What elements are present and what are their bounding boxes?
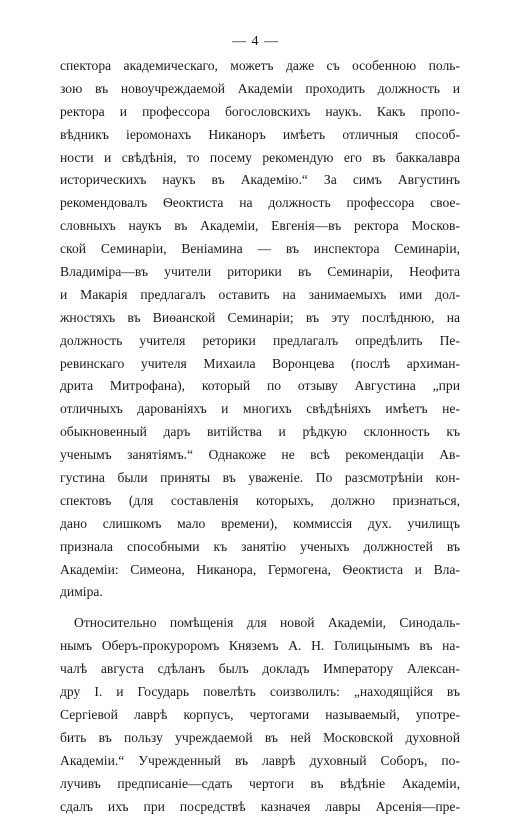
text-line: бить въ пользу учреждаемой въ ней Московской духовной <box>60 727 460 750</box>
text-line: Сергіевой лаврѣ корпусъ, чертогами называемый, употре- <box>60 704 460 727</box>
text-line: чалѣ августа сдѣланъ былъ докладъ Императору Алексан- <box>60 658 460 681</box>
text-line: спектовъ (для составленія которыхъ, должно признаться, <box>60 490 460 513</box>
text-line: ректора и профессора богословскихъ наукъ. Какъ пропо- <box>60 101 460 124</box>
text-line: отличныхъ дарованіяхъ и многихъ свѣдѣніяхъ имѣетъ не- <box>60 398 460 421</box>
text-line: дано слишкомъ мало времени), коммиссія дух. училищъ <box>60 513 460 536</box>
text-line: историческихъ наукъ въ Академію.“ За симъ Августинъ <box>60 169 460 192</box>
text-line: рекомендовалъ Ѳеоктиста на должность профессора свое- <box>60 192 460 215</box>
text-line: дру I. и Государь повелѣть соизволилъ: „находящійся въ <box>60 681 460 704</box>
text-line: Владиміра—въ учители риторики въ Семинаріи, Неофита <box>60 261 460 284</box>
text-line: Академіи.“ Учрежденный въ лаврѣ духовный Соборъ, по- <box>60 750 460 773</box>
text-line: сдалъ ихъ при посредствѣ казначея лавры Арсенія—пре- <box>60 796 460 818</box>
text-line: ности и свѣдѣнія, то посему рекомендую его въ баккалавра <box>60 147 460 170</box>
body-text <box>60 55 460 818</box>
text-line: ской Семинаріи, Веніамина — въ инспектора Семинаріи, <box>60 238 460 261</box>
text-line: дрита Митрофана), который по отзыву Августина „при <box>60 375 460 398</box>
text-line: спектора академическаго, можетъ даже съ особенною поль- <box>60 55 460 78</box>
text-line: лучивъ предписаніе—сдать чертоги въ вѣдѣніе Академіи, <box>60 773 460 796</box>
text-line: Относительно помѣщенія для новой Академіи, Синодаль- <box>60 612 460 635</box>
text-line: густина были приняты въ уваженіе. По разсмотрѣніи кон- <box>60 467 460 490</box>
paragraph <box>60 612 460 818</box>
page-number: — 4 — <box>0 34 511 50</box>
text-line: вѣдникъ іеромонахъ Никаноръ имѣетъ отличныя способ- <box>60 124 460 147</box>
text-line: и Макарія предлагалъ оставить на занимаемыхъ ими дол- <box>60 284 460 307</box>
text-line: Академіи: Симеона, Никанора, Гермогена, Ѳеоктиста и Вла- <box>60 559 460 582</box>
text-line: словныхъ наукъ въ Академіи, Евгенія—въ ректора Москов- <box>60 215 460 238</box>
text-line: ревинскаго учителя Михаила Воронцева (послѣ архиман- <box>60 353 460 376</box>
paragraph <box>60 55 460 604</box>
paragraph-gap <box>60 604 460 612</box>
text-line: обыкновенный даръ витійства и рѣдкую склонность къ <box>60 421 460 444</box>
text-line: диміра. <box>60 581 460 604</box>
text-line: зою въ новоучреждаемой Академіи проходить должность и <box>60 78 460 101</box>
text-line: признала способными къ занятію ученыхъ должностей въ <box>60 536 460 559</box>
text-line: должность учителя реторики предлагалъ опредѣлить Пе- <box>60 330 460 353</box>
text-line: жностяхъ въ Виѳанской Семинаріи; въ эту послѣднюю, на <box>60 307 460 330</box>
text-line: ученымъ занятіямъ.“ Однакоже не всѣ рекомендаціи Ав- <box>60 444 460 467</box>
text-line: нымъ Оберъ-прокуроромъ Княземъ А. Н. Голицынымъ въ на- <box>60 635 460 658</box>
